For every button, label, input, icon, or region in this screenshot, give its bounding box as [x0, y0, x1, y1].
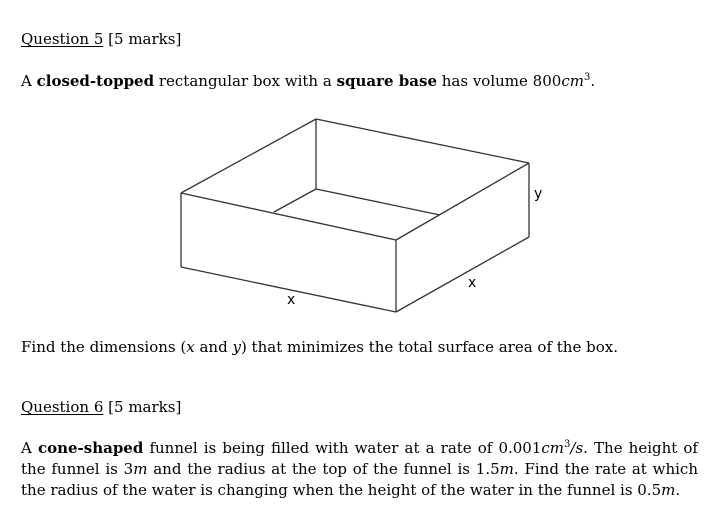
box-edge	[274, 189, 316, 212]
box-edge	[181, 193, 396, 240]
label-x-front: x	[287, 292, 296, 308]
var-x: x	[186, 338, 195, 356]
box-edge	[396, 163, 529, 240]
label-y: y	[534, 186, 543, 202]
radius-unit: m	[499, 460, 514, 478]
label-x-side: x	[468, 275, 477, 291]
height-unit: m	[133, 460, 148, 478]
var-y: y	[232, 338, 241, 356]
body-text: . Find the rate at which the radius of the water is changing when the height of the water in the funnel is 0.5	[21, 460, 698, 499]
task-text: and	[194, 338, 233, 356]
question-5-marks: [5 marks]	[108, 30, 182, 48]
question-6-marks: [5 marks]	[108, 398, 182, 416]
intro-text: .	[590, 72, 596, 90]
intro-text: A	[21, 72, 37, 90]
volume-unit: cm	[561, 72, 584, 90]
body-text: .	[675, 481, 681, 499]
box-edge	[396, 237, 529, 312]
question-6-heading	[21, 397, 181, 417]
box-edge	[316, 119, 529, 163]
square-base-term: square base	[336, 72, 437, 90]
cone-shaped-term: cone-shaped	[37, 439, 144, 457]
intro-text: rectangular box with a	[154, 72, 337, 90]
rate-unit-time: /s	[570, 439, 584, 457]
question-6-body	[21, 434, 698, 501]
question-5-title: Question 5	[21, 30, 104, 48]
closed-topped-term: closed-topped	[36, 72, 155, 90]
rate-exponent: 3	[564, 439, 571, 450]
box-edge	[181, 119, 316, 193]
task-text: ) that minimizes the total surface area of the box.	[240, 338, 618, 356]
question-5-task	[21, 337, 618, 357]
body-text: . The height of the funnel is 3	[21, 439, 698, 478]
intro-text: has volume	[437, 72, 533, 90]
question-6-title: Question 6	[21, 398, 104, 416]
body-text: funnel is being filled with water at a rate of 0.001	[143, 439, 542, 457]
volume-value: 800	[532, 72, 562, 90]
task-text: Find the dimensions (	[21, 338, 187, 356]
volume-exponent: 3	[583, 72, 591, 83]
water-height-unit: m	[661, 481, 676, 499]
rate-unit: cm	[541, 439, 565, 457]
body-text: and the radius at the top of the funnel is 1.5	[147, 460, 500, 478]
body-text: A	[21, 439, 38, 457]
box-edge	[316, 189, 440, 215]
